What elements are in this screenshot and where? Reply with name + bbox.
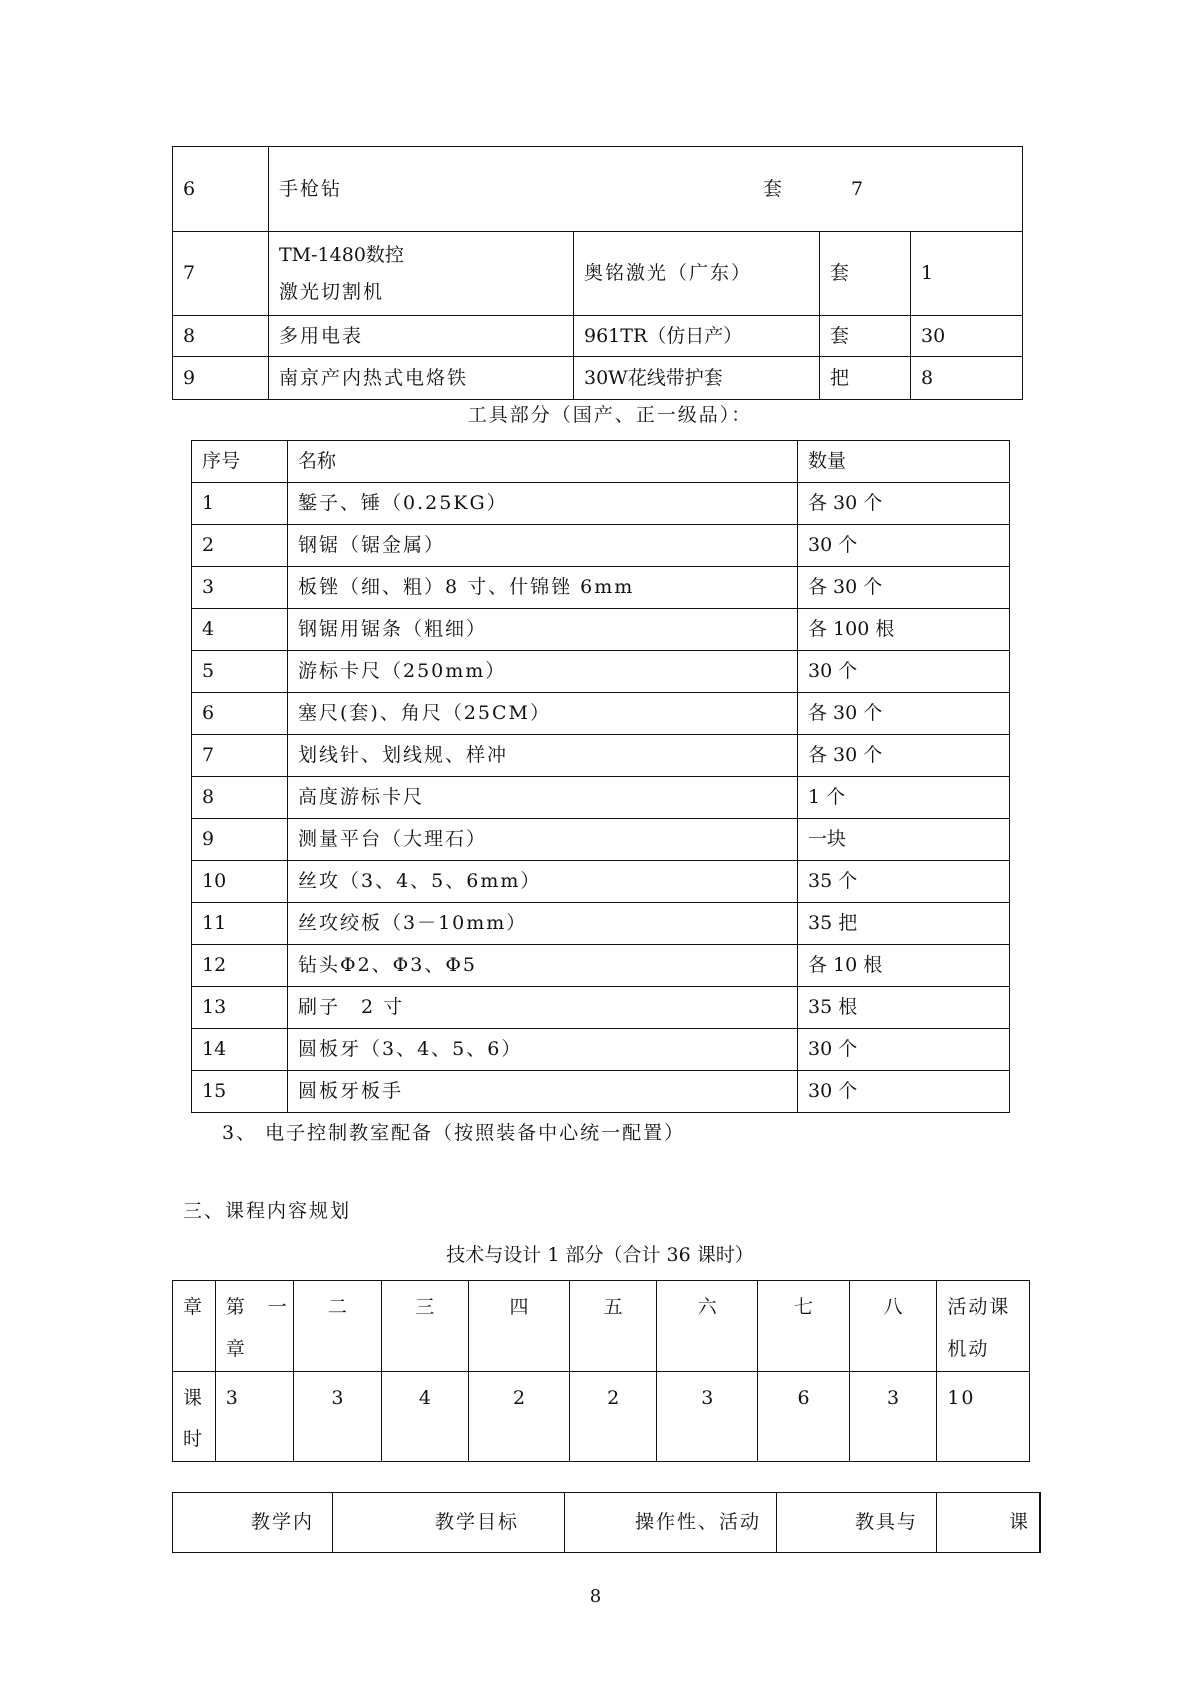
tool-name: 板锉（细、粗）8 寸、什锦锉 6mm [288,567,798,609]
teaching-plan-table [172,1492,1041,1553]
hours-cell: 3 [294,1371,382,1462]
table-row [192,903,1010,945]
equipment-qty: 30 [911,316,1023,357]
tool-no: 7 [192,735,288,777]
equipment-unit: 把 [820,357,911,400]
tool-qty: 35 个 [798,861,1010,903]
hours-cell: 3 [849,1371,937,1462]
equipment-name: 多用电表 [269,316,574,357]
tool-no: 8 [192,777,288,819]
chapter-cell: 七 [758,1281,850,1372]
tool-no: 2 [192,525,288,567]
tool-name: 测量平台（大理石） [288,819,798,861]
tool-name: 划线针、划线规、样冲 [288,735,798,777]
equipment-unit: 套 [820,316,911,357]
hours-cell: 3 [657,1371,758,1462]
tools-table-body [192,441,1010,1113]
table-row [192,735,1010,777]
table-row [192,483,1010,525]
table-row [192,777,1010,819]
tools-caption: 工具部分（国产、正一级品）： [467,404,753,426]
tool-qty: 一块 [798,819,1010,861]
tool-name: 刷子 2 寸 [288,987,798,1029]
chapter-cell: 八 [849,1281,937,1372]
hours-cell: 2 [469,1371,570,1462]
column-header-aids: 教具与 [777,1493,937,1553]
table-row [192,609,1010,651]
hours-cell: 2 [569,1371,657,1462]
equipment-table [172,146,1023,400]
note-3: 3、 电子控制教室配备（按照装备中心统一配置） [222,1122,686,1144]
tool-no: 5 [192,651,288,693]
tool-no: 1 [192,483,288,525]
table-row [192,1029,1010,1071]
chapter-cell: 五 [569,1281,657,1372]
tool-no: 6 [192,693,288,735]
tool-name: 錾子、锤（0.25KG） [288,483,798,525]
equipment-merged-cell [269,147,1023,232]
table-row [192,1071,1010,1113]
tool-no: 11 [192,903,288,945]
tool-qty: 35 把 [798,903,1010,945]
tool-no: 9 [192,819,288,861]
equipment-no: 7 [173,232,269,316]
table-row [192,693,1010,735]
tool-name: 丝攻（3、4、5、6mm） [288,861,798,903]
equipment-qty: 8 [911,357,1023,400]
tool-name: 游标卡尺（250mm） [288,651,798,693]
tool-name: 塞尺(套)、角尺（25CM） [288,693,798,735]
tool-no: 12 [192,945,288,987]
teaching-header-row [173,1493,1040,1553]
chapter-cell: 活动课 机动 [937,1281,1030,1372]
tool-name: 圆板牙（3、4、5、6） [288,1029,798,1071]
chapter-cell: 章 [173,1281,216,1372]
equipment-spec: 30W花线带护套 [574,357,820,400]
table-row [173,147,1023,232]
section-title: 三、课程内容规划 [183,1200,352,1222]
page-number: 8 [589,1586,602,1607]
equipment-name-line: TM-1480数控 [279,244,404,266]
course-hours-table [172,1280,1030,1462]
column-header-name: 名称 [288,441,798,483]
course-caption: 技术与设计 1 部分（合计 36 课时） [446,1244,754,1266]
tool-name: 钢锯（锯金属） [288,525,798,567]
hours-cell: 4 [381,1371,469,1462]
column-header-no: 序号 [192,441,288,483]
tool-no: 4 [192,609,288,651]
hours-cell: 课 时 [173,1371,216,1462]
column-header-qty: 数量 [798,441,1010,483]
equipment-no: 6 [173,147,269,232]
tool-qty: 各 30 个 [798,567,1010,609]
tool-no: 15 [192,1071,288,1113]
tool-qty: 30 个 [798,1029,1010,1071]
tool-qty: 各 30 个 [798,693,1010,735]
table-row [173,316,1023,357]
equipment-name: 南京产内热式电烙铁 [269,357,574,400]
course-hours-row [173,1371,1030,1462]
column-header-hours: 课 [937,1493,1040,1553]
equipment-no: 8 [173,316,269,357]
tool-qty: 各 100 根 [798,609,1010,651]
tools-header-row [192,441,1010,483]
tool-qty: 1 个 [798,777,1010,819]
tool-qty: 各 10 根 [798,945,1010,987]
chapter-cell: 六 [657,1281,758,1372]
table-row [192,567,1010,609]
chapter-cell: 三 [381,1281,469,1372]
tool-name: 丝攻绞板（3－10mm） [288,903,798,945]
table-row [192,945,1010,987]
tool-no: 14 [192,1029,288,1071]
column-header-activities: 操作性、活动 [565,1493,777,1553]
tool-qty: 各 30 个 [798,483,1010,525]
table-row [192,861,1010,903]
tool-no: 3 [192,567,288,609]
tool-qty: 各 30 个 [798,735,1010,777]
table-row [192,651,1010,693]
chapter-cell: 二 [294,1281,382,1372]
tool-qty: 30 个 [798,651,1010,693]
hours-cell: 6 [758,1371,850,1462]
equipment-no: 9 [173,357,269,400]
tool-name: 钻头Φ2、Φ3、Φ5 [288,945,798,987]
column-header-objectives: 教学目标 [333,1493,565,1553]
tool-qty: 30 个 [798,1071,1010,1113]
table-row [173,232,1023,316]
equipment-qty: 1 [911,232,1023,316]
equipment-name: 手枪钻 [279,177,343,200]
tool-no: 13 [192,987,288,1029]
equipment-spec: 奥铭激光（广东） [574,232,820,316]
hours-cell: 10 [937,1371,1030,1462]
equipment-unit: 套 [763,178,783,200]
equipment-qty: 7 [851,178,864,200]
table-row [173,357,1023,400]
table-row [192,987,1010,1029]
chapter-cell: 第 一 章 [215,1281,293,1372]
equipment-name [269,232,574,316]
tools-table [191,440,1010,1113]
tool-no: 10 [192,861,288,903]
equipment-spec: 961TR（仿日产） [574,316,820,357]
course-chapter-row [173,1281,1030,1372]
tool-qty: 35 根 [798,987,1010,1029]
equipment-name-line: 激光切割机 [279,280,385,303]
table-row [192,525,1010,567]
tool-qty: 30 个 [798,525,1010,567]
chapter-cell: 四 [469,1281,570,1372]
hours-cell: 3 [215,1371,293,1462]
tool-name: 钢锯用锯条（粗细） [288,609,798,651]
column-header-content: 教学内 [173,1493,333,1553]
tool-name: 圆板牙板手 [288,1071,798,1113]
equipment-unit: 套 [820,232,911,316]
table-row [192,819,1010,861]
tool-name: 高度游标卡尺 [288,777,798,819]
